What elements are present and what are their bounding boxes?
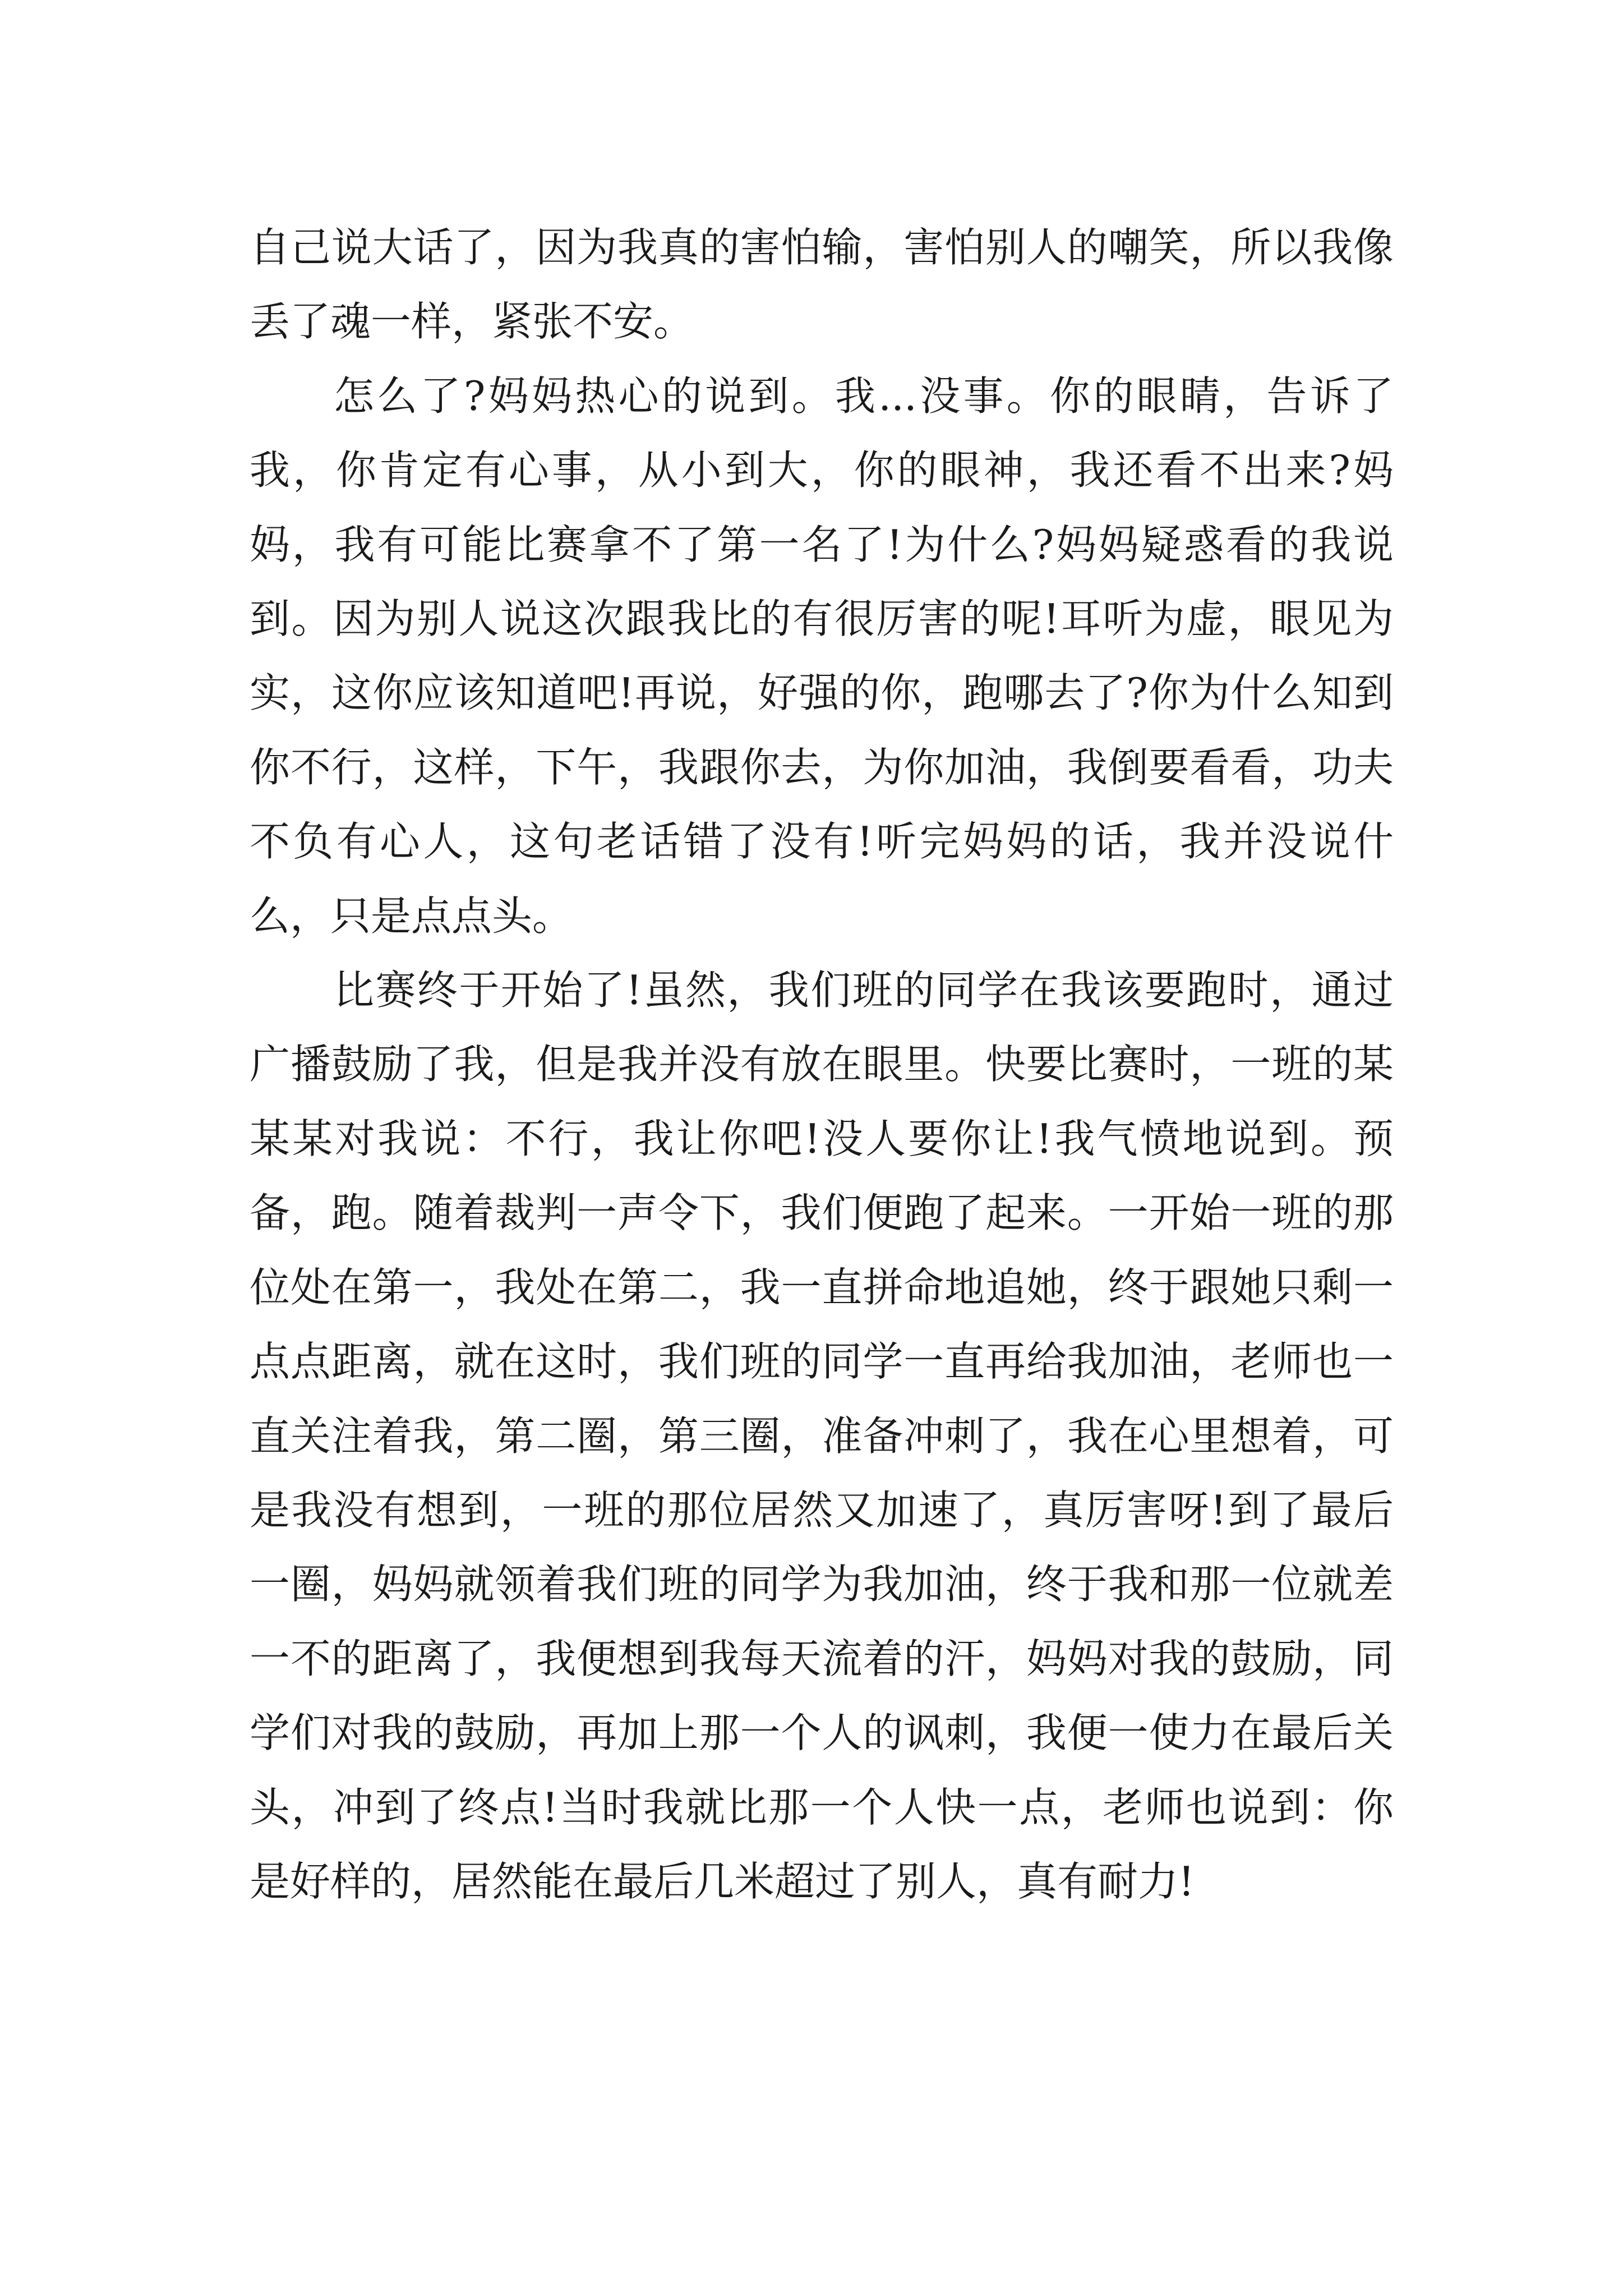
paragraph-continuation: 自己说大话了，因为我真的害怕输，害怕别人的嘲笑，所以我像丢了魂一样，紧张不安。	[250, 224, 1394, 346]
paragraph-race: 比赛终于开始了!虽然，我们班的同学在我该要跑时，通过广播鼓励了我，但是我并没有放在眼里。快要比赛时，一班的某某某对我说：不行，我让你吧!没人要你让!我气愤地说到。预备，跑。随着裁判一声令下，我们便跑了起来。一开始一班的那位处在第一，我处在第二，我一直拼命地追她，终于跟她只剩一点点距离，就在这时，我们班的同学一直再给我加油，老师也一直关注着我，第二圈，第三圈，准备冲刺了，我在心里想着，可是我没有想到，一班的那位居然又加速了，真厉害呀!到了最后一圈，妈妈就领着我们班的同学为我加油，终于我和那一位就差一不的距离了，我便想到我每天流着的汗，妈妈对我的鼓励，同学们对我的鼓励，再加上那一个人的讽刺，我便一使力在最后关头，冲到了终点!当时我就比那一个人快一点，老师也说到：你是好样的，居然能在最后几米超过了别人，真有耐力!	[250, 967, 1394, 1905]
body-text	[250, 210, 1394, 1918]
paragraph-conversation: 怎么了?妈妈热心的说到。我...没事。你的眼睛，告诉了我，你肯定有心事，从小到大，你的眼神，我还看不出来?妈妈，我有可能比赛拿不了第一名了!为什么?妈妈疑惑看的我说到。因为别人说这次跟我比的有很厉害的呢!耳听为虚，眼见为实，这你应该知道吧!再说，好强的你，跑哪去了?你为什么知到你不行，这样，下午，我跟你去，为你加油，我倒要看看，功夫不负有心人，这句老话错了没有!听完妈妈的话，我并没说什么，只是点点头。	[250, 372, 1394, 940]
